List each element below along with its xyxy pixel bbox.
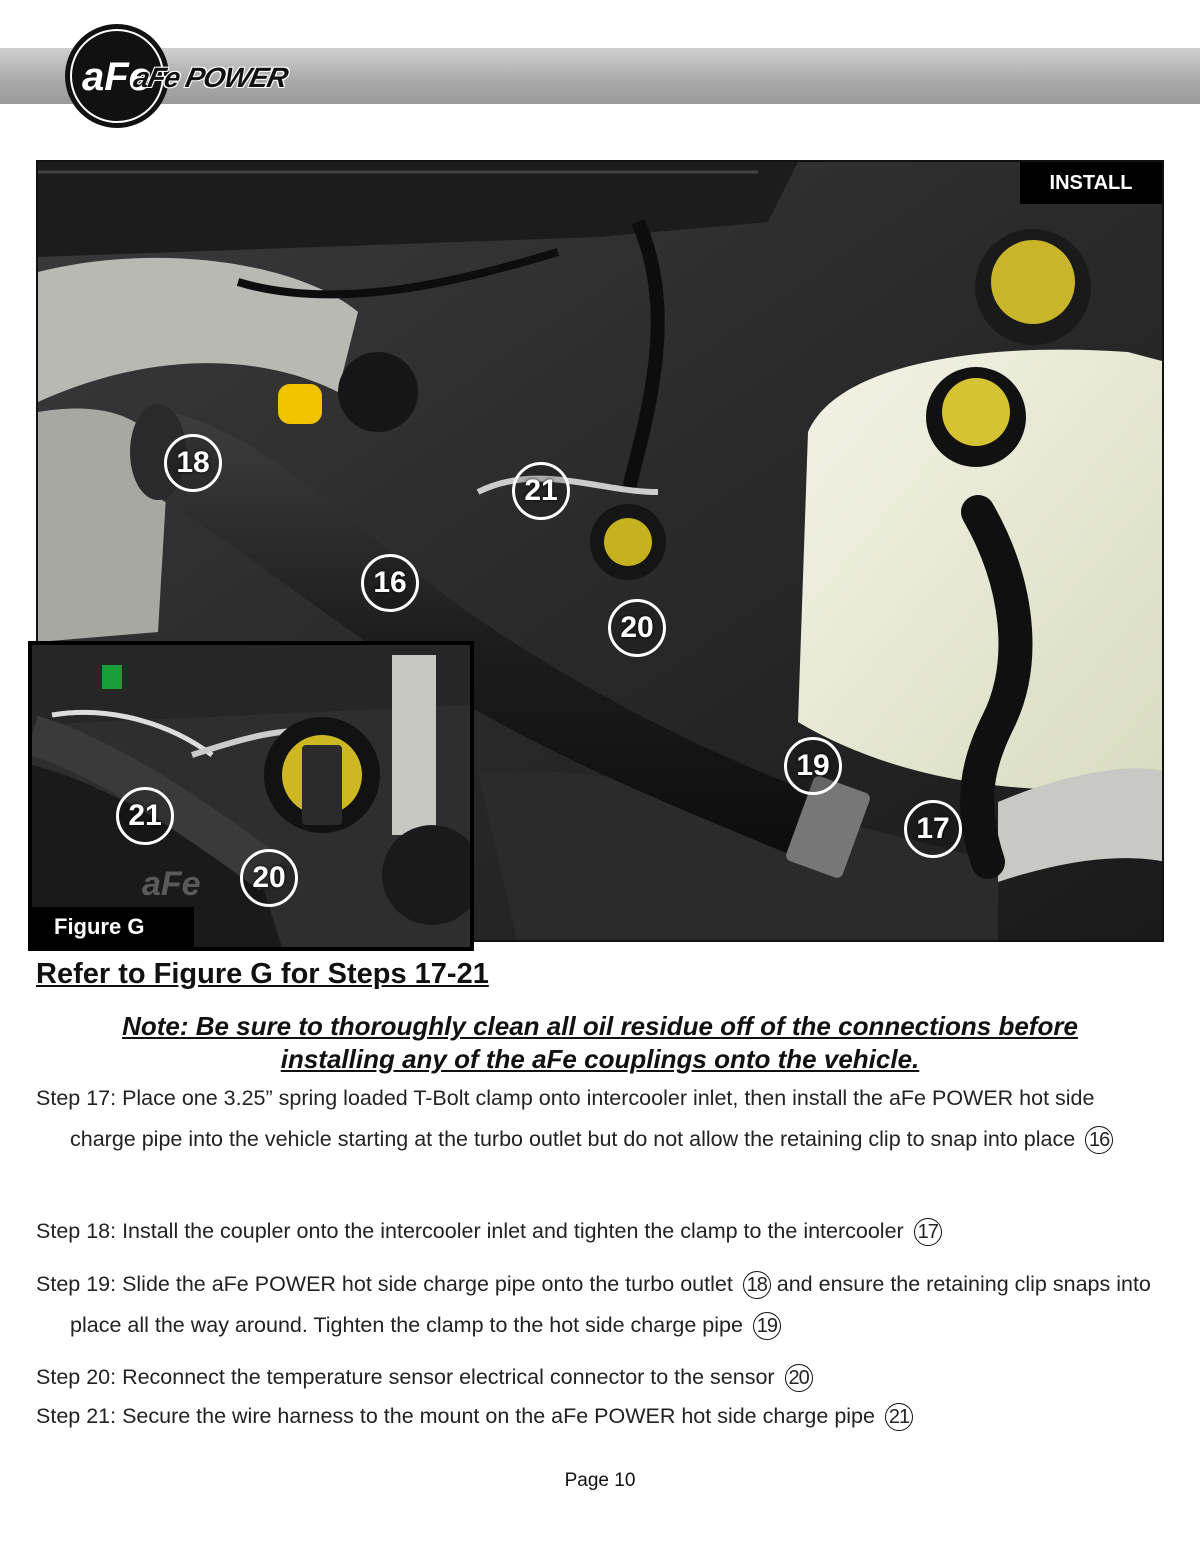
callout-16: 16: [361, 554, 419, 612]
note-line-2: installing any of the aFe couplings onto the vehicle.: [280, 1044, 920, 1074]
note-line-1: Note: Be sure to thoroughly clean all oil residue off of the connections before: [122, 1011, 1078, 1041]
figure-g-inset: [28, 641, 474, 951]
step-19-ref-mid: 18: [743, 1271, 771, 1299]
step-21: [36, 1396, 1161, 1437]
step-20: [36, 1357, 1161, 1398]
svg-text:aFe: aFe: [82, 55, 151, 99]
step-18: [36, 1211, 1161, 1252]
refer-heading: Refer to Figure G for Steps 17-21: [36, 958, 489, 990]
inset-callout-21: 21: [116, 787, 174, 845]
callout-17: 17: [904, 800, 962, 858]
install-label: INSTALL: [1020, 162, 1162, 204]
step-20-ref: 20: [785, 1364, 813, 1392]
step-21-ref: 21: [885, 1403, 913, 1431]
step-19: [36, 1264, 1161, 1346]
step-17-text: Step 17: Place one 3.25” spring loaded T-Bolt clamp onto intercooler inlet, then install the aFe POWER hot side charge pipe into the vehicle starting at the turbo outlet but do not allow the retaining clip to snap into place: [36, 1086, 1095, 1151]
figure-g-label: Figure G: [32, 907, 194, 947]
step-18-text: Step 18: Install the coupler onto the intercooler inlet and tighten the clamp to the intercooler: [36, 1219, 904, 1243]
step-17-ref: 16: [1085, 1126, 1113, 1154]
step-19-text-before: Step 19: Slide the aFe POWER hot side charge pipe onto the turbo outlet: [36, 1272, 733, 1296]
step-20-text: Step 20: Reconnect the temperature sensor electrical connector to the sensor: [36, 1365, 775, 1389]
svg-text:aFe: aFe: [142, 865, 201, 903]
page-number: Page 10: [564, 1470, 636, 1491]
callout-20: 20: [608, 599, 666, 657]
step-19-ref: 19: [753, 1312, 781, 1340]
callout-18: 18: [164, 434, 222, 492]
step-21-text: Step 21: Secure the wire harness to the mount on the aFe POWER hot side charge pipe: [36, 1404, 875, 1428]
cleaning-note: [60, 1010, 1140, 1076]
step-17: [36, 1078, 1161, 1160]
inset-callout-20: 20: [240, 849, 298, 907]
step-19-text-after: and ensure the retaining clip snaps into place all the way around. Tighten the clamp to the hot side charge pipe: [70, 1272, 1151, 1337]
logo-wordmark: aFe POWER: [130, 62, 291, 93]
callout-19: 19: [784, 737, 842, 795]
step-18-ref: 17: [914, 1218, 942, 1246]
callout-21: 21: [512, 462, 570, 520]
